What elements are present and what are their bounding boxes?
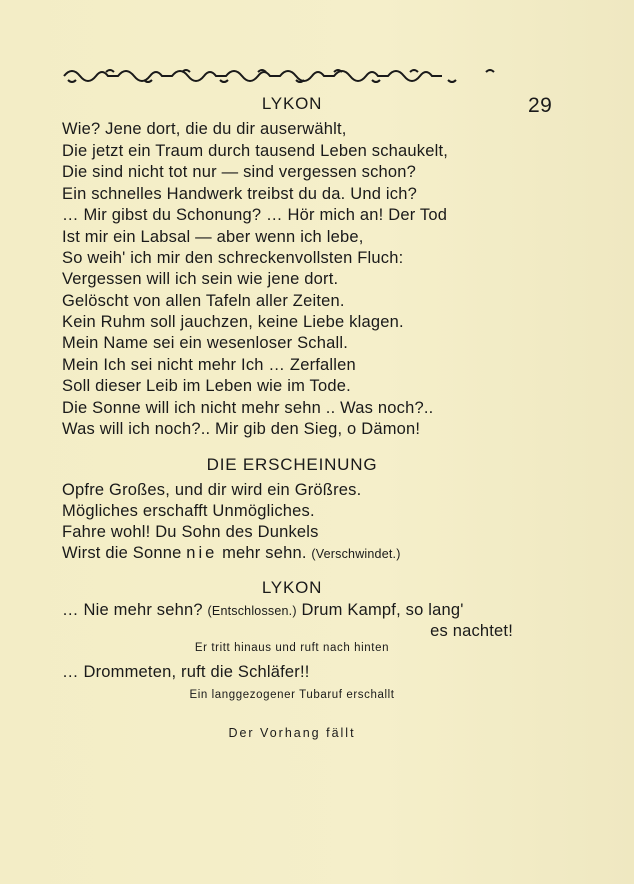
verse-line: Vergessen will ich sein wie jene dort. <box>62 270 339 288</box>
verse-line: So weih' ich mir den schreckenvollsten Fluch: <box>62 249 404 267</box>
verse-line: … Mir gibst du Schonung? … Hör mich an! Der Tod <box>62 206 448 224</box>
stage-direction: Ein langgezogener Tubaruf erschallt <box>189 689 395 701</box>
verse-line: Ein schnelles Handwerk treibst du da. Und ich? <box>62 185 417 203</box>
verse-line: Die jetzt ein Traum durch tausend Leben schaukelt, <box>62 142 449 160</box>
verse-line: Mögliches erschafft Unmögliches. <box>62 502 315 520</box>
verse-line: Ist mir ein Labsal — aber wenn ich lebe, <box>62 228 364 246</box>
verse-line: Die Sonne will ich nicht mehr sehn .. Was noch?.. <box>62 399 434 417</box>
stage-direction: (Verschwindet.) <box>311 547 401 561</box>
verse-continuation: es nachtet! <box>430 622 513 640</box>
speaker-lykon: LYKON <box>261 578 323 597</box>
verse-text: mehr sehn. <box>217 544 307 562</box>
verse-line: … Drommeten, ruft die Schläfer!! <box>62 663 310 681</box>
verse-text: Drum Kampf, so lang' <box>296 601 464 619</box>
page-number: 29 <box>528 94 553 117</box>
verse-line: Opfre Großes, und dir wird ein Größres. <box>62 481 362 499</box>
curtain-direction: Der Vorhang fällt <box>228 726 356 740</box>
verse-line: Wie? Jene dort, die du dir auserwählt, <box>62 120 347 138</box>
verse-text: … Nie mehr sehn? <box>62 601 208 619</box>
verse-line: Was will ich noch?.. Mir gib den Sieg, o Dämon! <box>62 420 421 438</box>
verse-line <box>62 601 464 620</box>
verse-line: Die sind nicht tot nur — sind vergessen schon? <box>62 163 417 181</box>
verse-line: Fahre wohl! Du Sohn des Dunkels <box>62 523 319 541</box>
verse-line: Soll dieser Leib im Leben wie im Tode. <box>62 377 351 395</box>
stage-direction: Er tritt hinaus und ruft nach hinten <box>194 642 390 654</box>
verse-line <box>62 544 401 563</box>
stage-direction: (Entschlossen.) <box>207 604 297 618</box>
verse-line: Mein Name sei ein wesenloser Schall. <box>62 334 348 352</box>
decorative-border-icon <box>62 64 522 86</box>
speaker-erscheinung: DIE ERSCHEINUNG <box>206 455 378 474</box>
speaker-lykon: LYKON <box>261 94 323 113</box>
verse-text: Wirst die Sonne <box>62 544 187 562</box>
verse-line: Kein Ruhm soll jauchzen, keine Liebe klagen. <box>62 313 404 331</box>
verse-line: Gelöscht von allen Tafeln aller Zeiten. <box>62 292 345 310</box>
verse-line: Mein Ich sei nicht mehr Ich … Zerfallen <box>62 356 356 374</box>
emphasized-word: nie <box>186 544 218 562</box>
